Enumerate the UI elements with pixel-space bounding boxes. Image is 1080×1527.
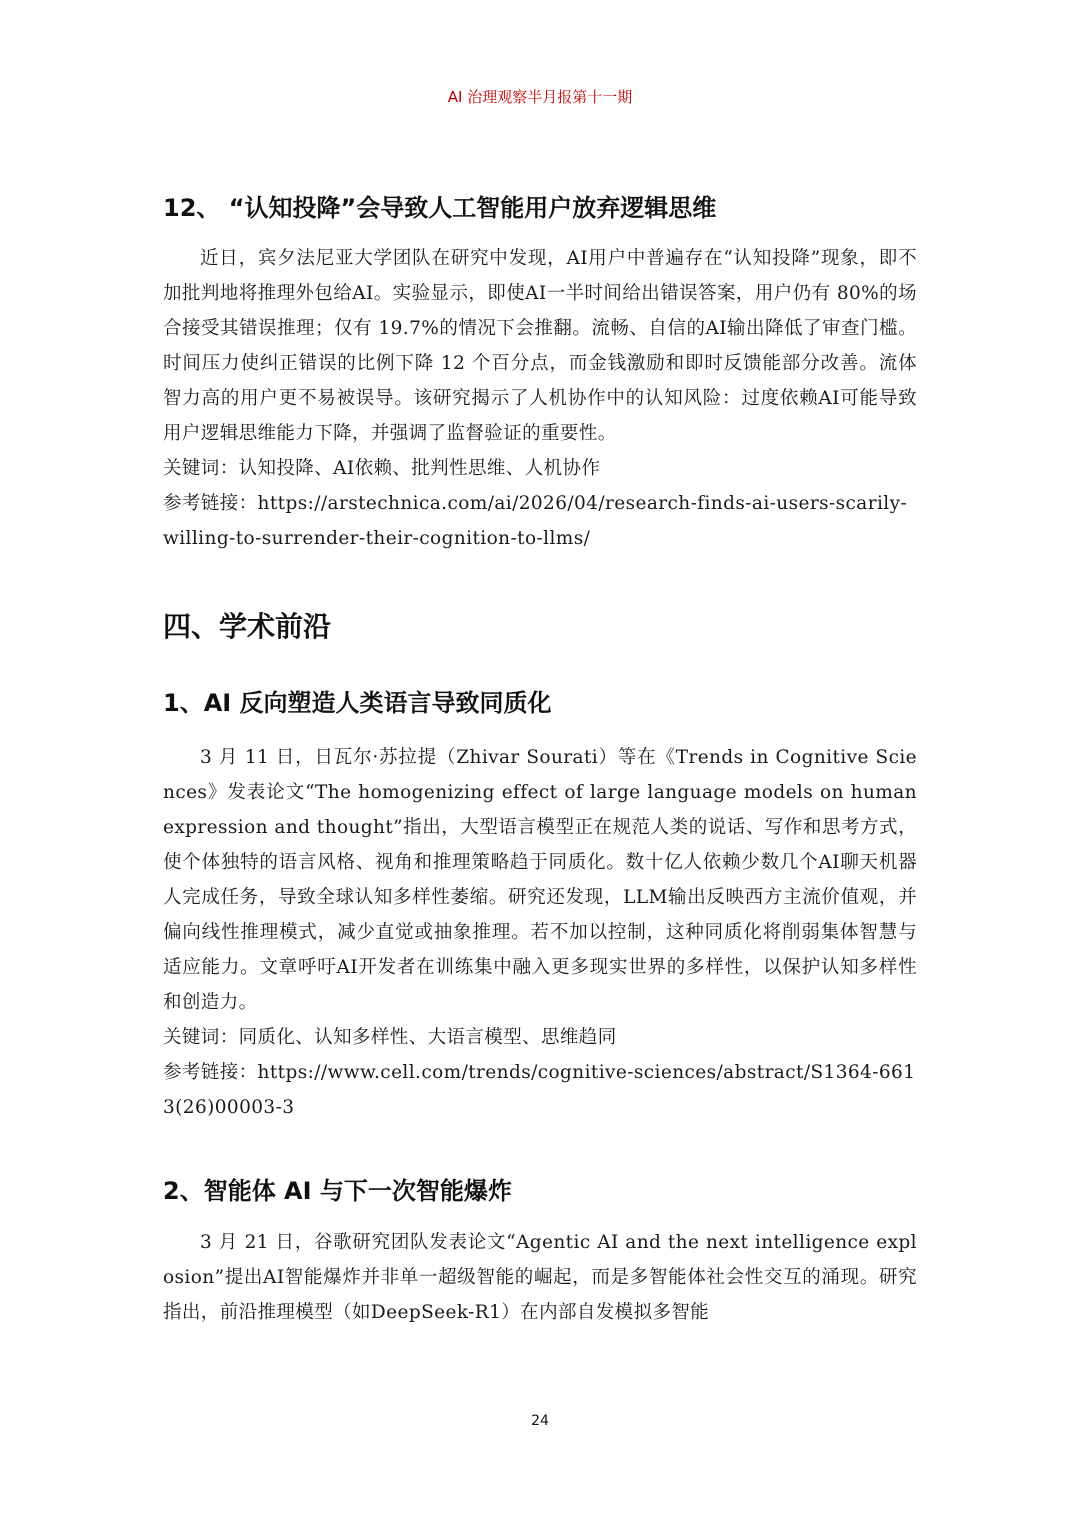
section-title-item1: 1、AI 反向塑造人类语言导致同质化 [163, 689, 552, 717]
item1-keywords: 关键词：同质化、认知多样性、大语言模型、思维趋同 [163, 1027, 617, 1048]
section-title-item12: 12、 “认知投降”会导致人工智能用户放弃逻辑思维 [163, 194, 717, 222]
section-title-item2: 2、智能体 AI 与下一次智能爆炸 [163, 1177, 512, 1205]
page-content [163, 190, 917, 1330]
item1-reference: 参考链接：https://www.cell.com/trends/cognitive-sciences/abstract/S1364-6613(26)00003-3 [163, 1062, 916, 1118]
chapter-title-academic-frontier: 四、学术前沿 [163, 610, 332, 643]
running-header: AI 治理观察半月报第十一期 [447, 88, 633, 106]
item12-keywords: 关键词：认知投降、AI依赖、批判性思维、人机协作 [163, 458, 601, 479]
item12-reference: 参考链接：https://arstechnica.com/ai/2026/04/research-finds-ai-users-scarily-willing-to-surrender-their-cognition-to-llms/ [163, 493, 908, 549]
item12-body: 近日，宾夕法尼亚大学团队在研究中发现，AI用户中普遍存在“认知投降”现象，即不加批判地将推理外包给AI。实验显示，即使AI一半时间给出错误答案，用户仍有 80%的场合接受其错误推理；仅有 19.7%的情况下会推翻。流畅、自信的AI输出降低了审查门槛。时间压力使纠正错误的比例下降 12 个百分点，而金钱激励和即时反馈能部分改善。流体智力高的用户更不易被误导。该研究揭示了人机协作中的认知风险：过度依赖AI可能导致用户逻辑思维能力下降，并强调了监督验证的重要性。 [163, 248, 917, 444]
item2-body: 3 月 21 日，谷歌研究团队发表论文“Agentic AI and the next intelligence explosion”提出AI智能爆炸并非单一超级智能的崛起，而是多智能体社会性交互的涌现。研究指出，前沿推理模型（如DeepSeek-R1）在内部自发模拟多智能 [163, 1232, 917, 1323]
item1-body: 3 月 11 日，日瓦尔·苏拉提（Zhivar Sourati）等在《Trends in Cognitive Sciences》发表论文“The homogenizing effect of large language models on human expression and thought”指出，大型语言模型正在规范人类的说话、写作和思考方式，使个体独特的语言风格、视角和推理策略趋于同质化。数十亿人依赖少数几个AI聊天机器人完成任务，导致全球认知多样性萎缩。研究还发现，LLM输出反映西方主流价值观，并偏向线性推理模式，减少直觉或抽象推理。若不加以控制，这种同质化将削弱集体智慧与适应能力。文章呼吁AI开发者在训练集中融入更多现实世界的多样性，以保护认知多样性和创造力。 [163, 747, 917, 1013]
page-number: 24 [531, 1413, 549, 1429]
